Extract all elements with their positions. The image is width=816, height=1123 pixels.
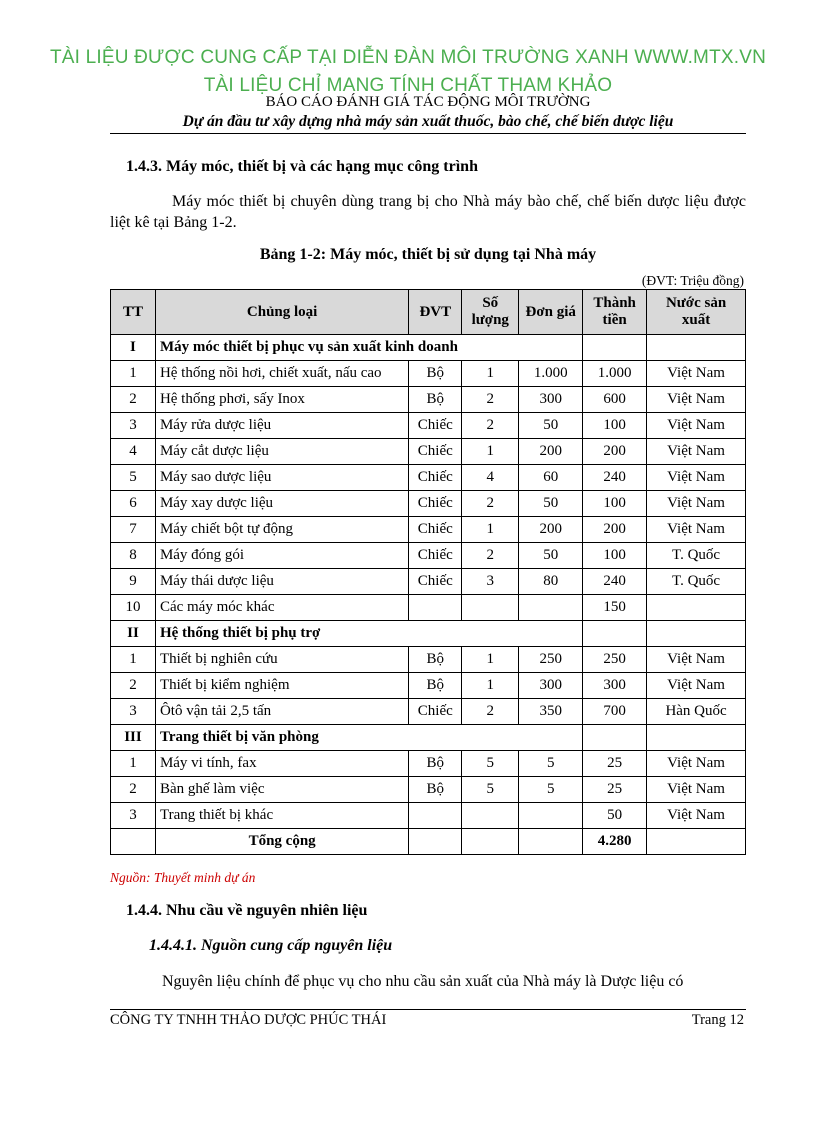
table-cell: Việt Nam — [647, 361, 746, 387]
equipment-table — [110, 289, 746, 855]
table-cell: 10 — [111, 595, 156, 621]
table-cell: 600 — [583, 387, 647, 413]
table-cell — [647, 335, 746, 361]
table-row — [111, 361, 746, 387]
table-header-cell: TT — [111, 290, 156, 335]
watermark-line-2: TÀI LIỆU CHỈ MANG TÍNH CHẤT THAM KHẢO — [203, 75, 613, 96]
table-cell: 1 — [462, 517, 519, 543]
table-cell: 1 — [462, 673, 519, 699]
table-cell — [462, 829, 519, 855]
table-cell: Chiếc — [409, 439, 462, 465]
table-cell: 25 — [583, 751, 647, 777]
table-cell: Chiếc — [409, 491, 462, 517]
total-label: Tổng cộng — [155, 829, 408, 855]
table-cell: Trang thiết bị khác — [155, 803, 408, 829]
table-cell: Việt Nam — [647, 491, 746, 517]
table-cell: Chiếc — [409, 517, 462, 543]
table-cell: Chiếc — [409, 543, 462, 569]
footer-page-number: Trang 12 — [691, 1012, 744, 1028]
table-row — [111, 699, 746, 725]
table-cell: Việt Nam — [647, 439, 746, 465]
table-cell: Máy rửa dược liệu — [155, 413, 408, 439]
table-cell: 1 — [111, 647, 156, 673]
table-cell: Việt Nam — [647, 517, 746, 543]
table-header-cell: Đơn giá — [519, 290, 583, 335]
table-cell: Máy đóng gói — [155, 543, 408, 569]
table-cell: 300 — [519, 673, 583, 699]
table-cell: Hàn Quốc — [647, 699, 746, 725]
table-cell: Việt Nam — [647, 751, 746, 777]
table-cell: 25 — [583, 777, 647, 803]
group-row — [111, 725, 746, 751]
table-cell — [519, 829, 583, 855]
table-row — [111, 517, 746, 543]
table-cell: 2 — [462, 543, 519, 569]
table-header-cell: Nước sản xuất — [647, 290, 746, 335]
table-cell: 60 — [519, 465, 583, 491]
table-cell: 250 — [583, 647, 647, 673]
table-cell: 50 — [519, 491, 583, 517]
table-cell: 1 — [462, 361, 519, 387]
table-cell: Việt Nam — [647, 777, 746, 803]
table-cell: 240 — [583, 569, 647, 595]
subsection-heading: 1.4.4. Nhu cầu về nguyên nhiên liệu — [126, 902, 368, 919]
table-cell: 2 — [462, 387, 519, 413]
table-cell: 2 — [462, 413, 519, 439]
table-cell: 50 — [519, 543, 583, 569]
project-title: Dự án đầu tư xây dựng nhà máy sản xuất thuốc, bào chế, chế biến dược liệu — [182, 113, 674, 130]
table-cell — [462, 595, 519, 621]
table-cell: 200 — [519, 439, 583, 465]
table-cell: Việt Nam — [647, 387, 746, 413]
table-cell: Bộ — [409, 361, 462, 387]
table-row — [111, 777, 746, 803]
table-row — [111, 387, 746, 413]
table-cell: 6 — [111, 491, 156, 517]
table-row — [111, 595, 746, 621]
group-number: III — [111, 725, 156, 751]
table-cell — [647, 595, 746, 621]
table-header-cell: Số lượng — [462, 290, 519, 335]
table-cell: 300 — [583, 673, 647, 699]
table-cell — [409, 829, 462, 855]
table-cell: 4 — [462, 465, 519, 491]
table-cell: Hệ thống nồi hơi, chiết xuất, nấu cao — [155, 361, 408, 387]
table-cell: 1.000 — [583, 361, 647, 387]
table-cell: 100 — [583, 491, 647, 517]
table-cell: 3 — [111, 699, 156, 725]
table-cell: Máy thái dược liệu — [155, 569, 408, 595]
header-rule — [110, 133, 746, 134]
table-cell: Việt Nam — [647, 647, 746, 673]
table-cell: 200 — [519, 517, 583, 543]
table-cell — [519, 803, 583, 829]
report-title: BÁO CÁO ĐÁNH GIÁ TÁC ĐỘNG MÔI TRƯỜNG — [265, 94, 591, 110]
table-row — [111, 413, 746, 439]
table-cell: 2 — [111, 387, 156, 413]
table-cell — [647, 725, 746, 751]
table-row — [111, 439, 746, 465]
table-row — [111, 491, 746, 517]
table-unit: (ĐVT: Triệu đồng) — [641, 273, 744, 288]
table-cell — [409, 803, 462, 829]
table-cell — [647, 829, 746, 855]
table-cell: 1.000 — [519, 361, 583, 387]
table-cell — [583, 621, 647, 647]
group-name: Hệ thống thiết bị phụ trợ — [155, 621, 582, 647]
total-row — [111, 829, 746, 855]
table-cell: 7 — [111, 517, 156, 543]
table-row — [111, 751, 746, 777]
table-cell — [647, 621, 746, 647]
table-row — [111, 673, 746, 699]
table-cell: Bộ — [409, 647, 462, 673]
table-row — [111, 465, 746, 491]
table-cell: 100 — [583, 413, 647, 439]
table-row — [111, 543, 746, 569]
table-row — [111, 569, 746, 595]
table-cell: Việt Nam — [647, 413, 746, 439]
table-cell: Máy vi tính, fax — [155, 751, 408, 777]
table-cell: 200 — [583, 517, 647, 543]
table-cell: 80 — [519, 569, 583, 595]
table-cell: 5 — [462, 777, 519, 803]
table-cell: 5 — [519, 751, 583, 777]
table-cell: Bàn ghế làm việc — [155, 777, 408, 803]
table-cell: 100 — [583, 543, 647, 569]
table-row — [111, 803, 746, 829]
table-cell: Máy sao dược liệu — [155, 465, 408, 491]
footer-company: CÔNG TY TNHH THẢO DƯỢC PHÚC THÁI — [110, 1012, 387, 1028]
table-cell: Bộ — [409, 777, 462, 803]
table-cell: 2 — [111, 673, 156, 699]
section-heading: 1.4.3. Máy móc, thiết bị và các hạng mục công trình — [126, 158, 478, 175]
table-cell: 3 — [111, 803, 156, 829]
table-cell — [519, 595, 583, 621]
table-cell: Bộ — [409, 673, 462, 699]
subsection-subheading: 1.4.4.1. Nguồn cung cấp nguyên liệu — [149, 937, 393, 954]
table-cell: T. Quốc — [647, 569, 746, 595]
table-cell: 1 — [462, 439, 519, 465]
table-cell: 5 — [111, 465, 156, 491]
section-intro: Máy móc thiết bị chuyên dùng trang bị cho Nhà máy bào chế, chế biến dược liệu được liệt kê tại Bảng 1-2. — [110, 193, 746, 231]
group-row — [111, 621, 746, 647]
table-cell: Thiết bị kiểm nghiệm — [155, 673, 408, 699]
table-cell — [583, 335, 647, 361]
table-cell: 50 — [519, 413, 583, 439]
table-cell: Bộ — [409, 751, 462, 777]
table-cell: 1 — [111, 751, 156, 777]
source-note: Nguồn: Thuyết minh dự án — [110, 870, 256, 885]
table-cell: Chiếc — [409, 465, 462, 491]
table-caption: Bảng 1-2: Máy móc, thiết bị sử dụng tại Nhà máy — [259, 246, 597, 263]
table-cell: Hệ thống phơi, sấy Inox — [155, 387, 408, 413]
table-cell: 4 — [111, 439, 156, 465]
table-cell: 240 — [583, 465, 647, 491]
table-cell: Máy xay dược liệu — [155, 491, 408, 517]
table-header-cell: Chủng loại — [155, 290, 408, 335]
table-row — [111, 647, 746, 673]
table-cell: 250 — [519, 647, 583, 673]
table-cell: 5 — [519, 777, 583, 803]
table-header-cell: Thành tiền — [583, 290, 647, 335]
table-cell: 2 — [111, 777, 156, 803]
table-cell: 50 — [583, 803, 647, 829]
table-cell: Chiếc — [409, 569, 462, 595]
table-cell: Máy cắt dược liệu — [155, 439, 408, 465]
table-cell: Việt Nam — [647, 465, 746, 491]
group-row — [111, 335, 746, 361]
footer-rule — [110, 1009, 746, 1010]
table-cell: 300 — [519, 387, 583, 413]
table-cell: 2 — [462, 699, 519, 725]
table-cell: Ôtô vận tải 2,5 tấn — [155, 699, 408, 725]
table-cell: 3 — [111, 413, 156, 439]
table-cell: 200 — [583, 439, 647, 465]
table-cell: 2 — [462, 491, 519, 517]
table-cell: 5 — [462, 751, 519, 777]
table-cell: 8 — [111, 543, 156, 569]
total-value: 4.280 — [583, 829, 647, 855]
group-name: Máy móc thiết bị phục vụ sản xuất kinh doanh — [155, 335, 582, 361]
table-cell: 700 — [583, 699, 647, 725]
table-cell — [409, 595, 462, 621]
table-cell: Thiết bị nghiên cứu — [155, 647, 408, 673]
group-number: I — [111, 335, 156, 361]
table-cell: T. Quốc — [647, 543, 746, 569]
group-number: II — [111, 621, 156, 647]
table-header-row — [111, 290, 746, 335]
table-cell — [111, 829, 156, 855]
table-cell: Máy chiết bột tự động — [155, 517, 408, 543]
table-cell: 3 — [462, 569, 519, 595]
table-cell: Các máy móc khác — [155, 595, 408, 621]
table-cell: 1 — [111, 361, 156, 387]
table-cell: 350 — [519, 699, 583, 725]
table-cell: Chiếc — [409, 699, 462, 725]
table-cell: 1 — [462, 647, 519, 673]
table-cell: Chiếc — [409, 413, 462, 439]
table-cell — [583, 725, 647, 751]
table-cell: Việt Nam — [647, 673, 746, 699]
table-cell: 9 — [111, 569, 156, 595]
table-cell: Bộ — [409, 387, 462, 413]
table-cell — [462, 803, 519, 829]
table-cell: 150 — [583, 595, 647, 621]
table-cell: Việt Nam — [647, 803, 746, 829]
subsection-text: Nguyên liệu chính để phục vụ cho nhu cầu sản xuất của Nhà máy là Dược liệu có — [162, 973, 684, 990]
table-header-cell: ĐVT — [409, 290, 462, 335]
watermark-line-1: TÀI LIỆU ĐƯỢC CUNG CẤP TẠI DIỄN ĐÀN MÔI TRƯỜNG XANH WWW.MTX.VN — [49, 47, 767, 68]
group-name: Trang thiết bị văn phòng — [155, 725, 582, 751]
